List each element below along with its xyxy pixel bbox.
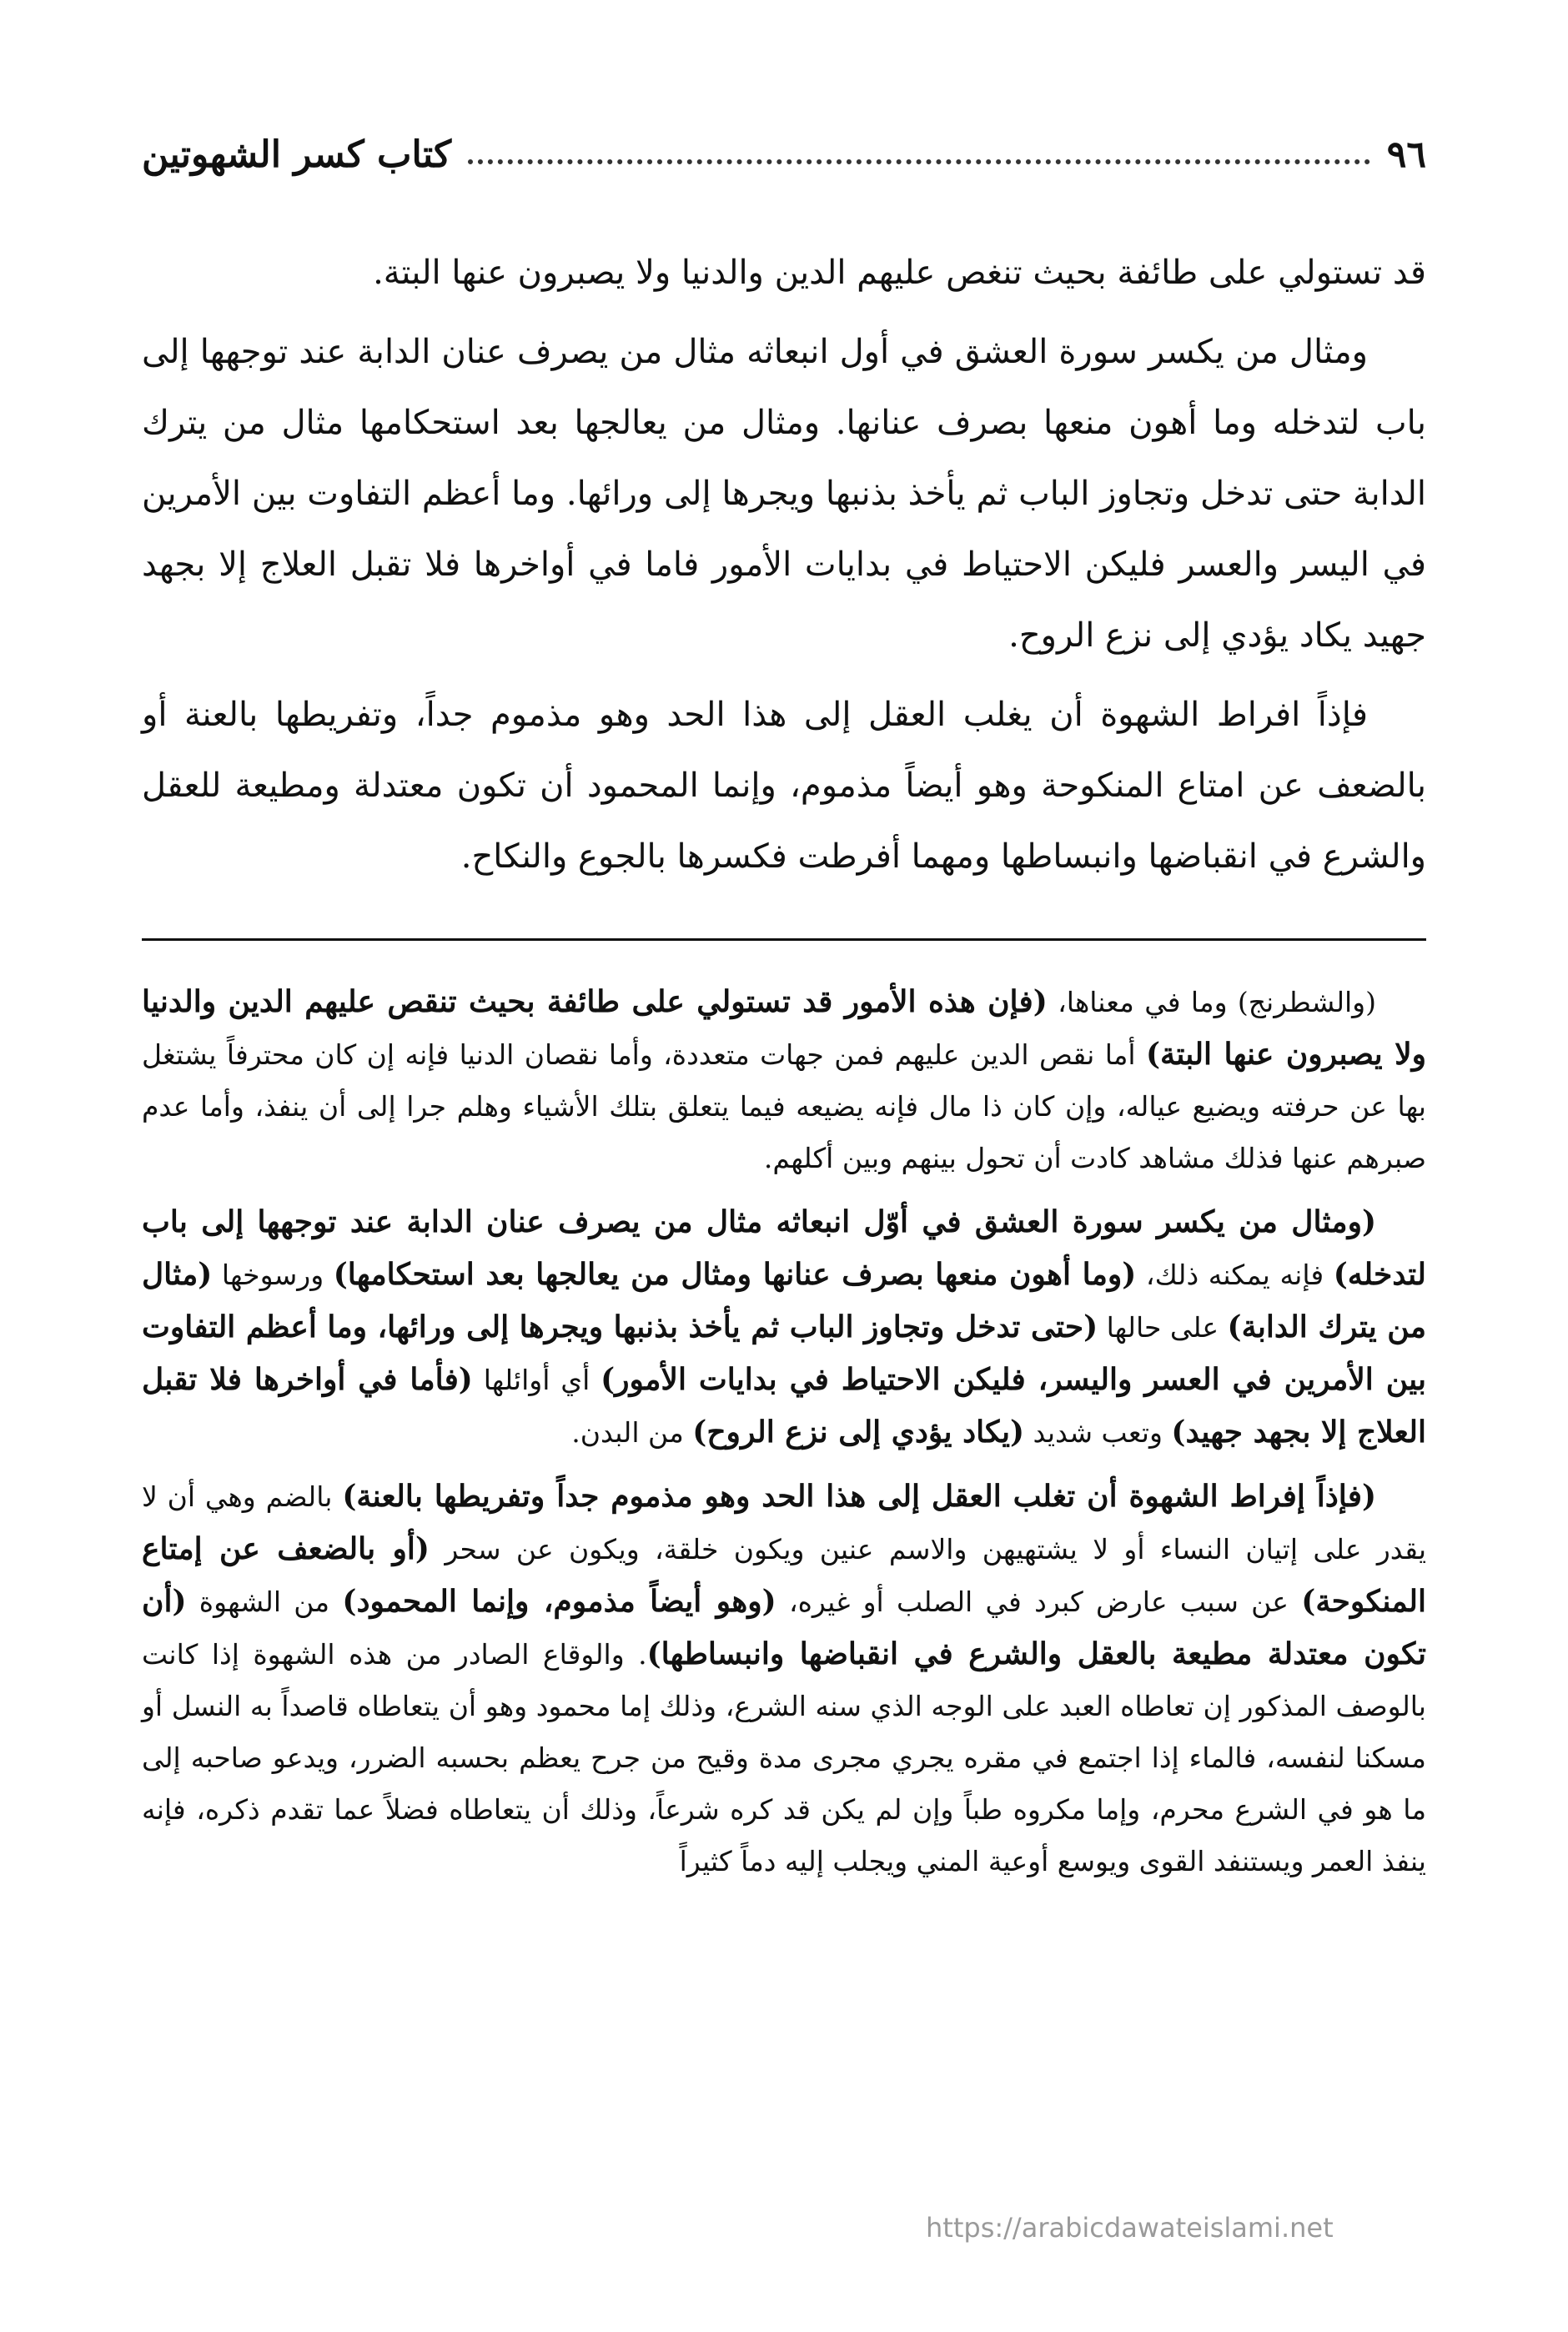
commentary-gloss: . والوقاع الصادر من هذه الشهوة إذا كانت بالوصف المذكور إن تعاطاه العبد على الوجه الذي سنه الشرع، وذلك إما محمود وهو أن يتعاطاه قاصداً به النسل أو مسكنا لنفسه، فالماء إذا اجتمع في مقره يجري مجرى مدة وقيح من جرح يعظم بحسبه الضرر، ويدعو صاحبه إلى ما هو في الشرع محرم، وإما مكروه طباً وإن لم يكن قد كره شرعاً، وذلك أن يتعاطاه فضلاً عما تقدم ذكره، فإنه ينفذ العمر ويستنفد القوى ويوسع أوعية المني ويجلب إليه دماً كثيراً [142, 1638, 1427, 1877]
header-dotted-leader [468, 159, 1370, 164]
quoted-matn: (أو بالضعف عن إمتاع المنكوحة) [142, 1531, 1426, 1619]
commentary-paragraph [142, 1470, 1426, 1887]
commentary-gloss: وتعب شديد [1024, 1416, 1172, 1449]
quoted-matn: (فأما في أواخرها فلا تقبل العلاج إلا بجهد جهيد) [142, 1362, 1426, 1450]
quoted-matn: (وما أهون منعها بصرف عنانها ومثال من يعالجها بعد استحكامها) [333, 1257, 1137, 1292]
quoted-matn: (فإذاً إفراط الشهوة أن تغلب العقل إلى هذا الحد وهو مذموم جداً وتفريطها بالعنة) [342, 1479, 1377, 1514]
main-paragraph: قد تستولي على طائفة بحيث تنغص عليهم الدين والدنيا ولا يصبرون عنها البتة. [373, 254, 1426, 292]
page-number: ٩٦ [1386, 133, 1426, 176]
commentary-gloss: أي أوائلها [472, 1364, 601, 1396]
main-paragraph: فإذاً افراط الشهوة أن يغلب العقل إلى هذا الحد وهو مذموم جداً، وتفريطها بالعنة أو بالضعف عن امتاع المنكوحة وهو أيضاً مذموم، وإنما المحمود أن تكون معتدلة ومطيعة للعقل والشرع في انقباضها وانبساطها ومهما أفرطت فكسرها بالجوع والنكاح. [142, 696, 1426, 876]
page-header [142, 125, 1426, 183]
commentary-gloss: فإنه يمكنه ذلك، [1136, 1259, 1334, 1291]
quoted-matn: (مثال من يترك الدابة) [142, 1257, 1426, 1344]
quoted-matn: (وهو أيضاً مذموم، وإنما المحمود) [342, 1584, 776, 1619]
commentary-gloss: من الشهوة [186, 1586, 343, 1618]
running-title: كتاب كسر الشهوتين [142, 133, 452, 176]
commentary-paragraph [142, 1196, 1426, 1459]
commentary-text [142, 976, 1426, 1899]
commentary-gloss: من البدن. [571, 1416, 693, 1449]
quoted-matn: (ومثال من يكسر سورة العشق في أوّل انبعاثه مثال من يصرف عنان الدابة عند توجهها إلى باب لتدخله) [142, 1204, 1426, 1292]
commentary-gloss: (والشطرنج) وما في معناها، [1047, 986, 1376, 1018]
quoted-matn: (يكاد يؤدي إلى نزع الروح) [692, 1415, 1025, 1450]
quoted-matn: (فإن هذه الأمور قد تستولي على طائفة بحيث تنقص عليهم الدين والدنيا ولا يصبرون عنها البتة) [142, 984, 1426, 1072]
commentary-gloss: أما نقص الدين عليهم فمن جهات متعددة، وأما نقصان الدنيا فإنه إن كان محترفاً يشتغل بها عن حرفته ويضيع عياله، وإن كان ذا مال فإنه يضيعه فيما يتعلق بتلك الأشياء وهلم جرا إلى أن ينفذ، وأما عدم صبرهم عنها فذلك مشاهد كادت أن تحول بينهم وبين أكلهم. [142, 1038, 1426, 1174]
commentary-paragraph [142, 976, 1426, 1184]
commentary-gloss: ورسوخها [212, 1259, 334, 1291]
footnote-divider [142, 938, 1426, 941]
book-page [142, 0, 1426, 2332]
quoted-matn: (أن تكون معتدلة مطيعة بالعقل والشرع في انقباضها وانبساطها) [142, 1584, 1427, 1671]
main-paragraph: ومثال من يكسر سورة العشق في أول انبعاثه مثال من يصرف عنان الدابة عند توجهها إلى باب لتدخله وما أهون منعها بصرف عنانها. ومثال من يعالجها بعد استحكامها مثال من يترك الدابة حتى تدخل وتجاوز الباب ثم يأخذ بذنبها ويجرها إلى ورائها. وما أعظم التفاوت بين الأمرين في اليسر والعسر فليكن الاحتياط في بدايات الأمور فاما في أواخرها فلا تقبل العلاج إلا بجهد جهيد يكاد يؤدي إلى نزع الروح. [142, 333, 1426, 655]
quoted-matn: (حتى تدخل وتجاوز الباب ثم يأخذ بذنبها ويجرها إلى ورائها، وما أعظم التفاوت بين الأمرين في العسر واليسر، فليكن الاحتياط في بدايات الأمور) [142, 1309, 1426, 1397]
commentary-gloss: بالضم وهي أن لا يقدر على إتيان النساء أو لا يشتهيهن والاسم عنين ويكون خلقة، ويكون عن سحر [142, 1480, 1427, 1566]
commentary-gloss: عن سبب عارض كبرد في الصلب أو غيره، [776, 1586, 1302, 1618]
watermark-url: https://arabicdawateislami.net [926, 2212, 1334, 2244]
main-text [142, 238, 1426, 901]
commentary-gloss: على حالها [1098, 1311, 1228, 1344]
